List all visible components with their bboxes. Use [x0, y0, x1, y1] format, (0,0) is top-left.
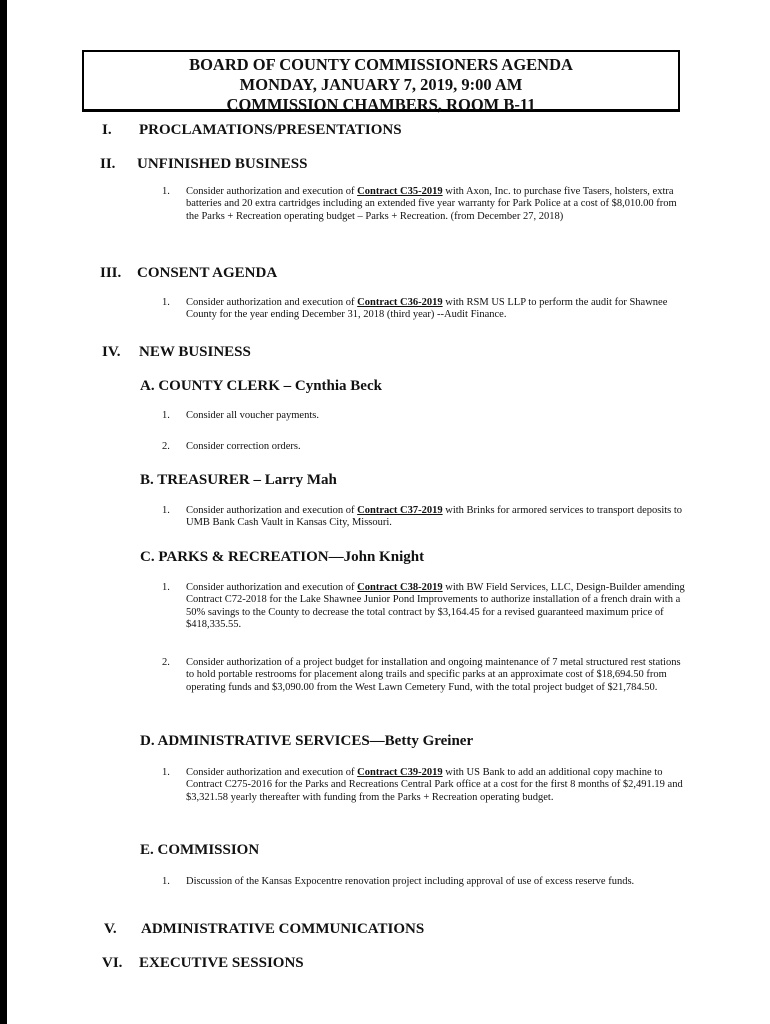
section-title: UNFINISHED BUSINESS [137, 156, 308, 172]
item-text: Consider authorization of a project budget for installation and ongoing maintenance of 7 metal structured rest stations to hold portable restrooms for placement along trails and specific parks at an approximate cost of $18,694.50 from operating funds and $3,090.00 from the West Lawn Cemetery Fund, with the total project budget of $21,784.50. [186, 657, 681, 693]
section-number: VI. [102, 955, 123, 971]
section-number: IV. [102, 344, 121, 360]
scan-edge-bar [0, 0, 7, 1024]
section-number: III. [100, 265, 122, 281]
item-number: 1. [162, 297, 170, 308]
item-text: Consider all voucher payments. [186, 410, 319, 421]
item-text: Consider correction orders. [186, 441, 301, 452]
section-title: EXECUTIVE SESSIONS [139, 955, 304, 971]
section-number: V. [104, 921, 117, 937]
agenda-title: BOARD OF COUNTY COMMISSIONERS AGENDA [189, 55, 573, 74]
item-text: Discussion of the Kansas Expocentre renovation project including approval of use of excess reserve funds. [186, 876, 635, 887]
subsection-parks-recreation: C. PARKS & RECREATION—John Knight [140, 549, 425, 565]
item-text: Consider authorization and execution of Contract C35-2019 with Axon, Inc. to purchase five Tasers, holsters, extra batteries and 20 extra cartridges including an extended five year warranty for Park Police at a cost of $8,010.00 from the Parks + Recreation operating budget – Parks + Recreation. (from December 27, 2018) [186, 186, 677, 222]
section-title: PROCLAMATIONS/PRESENTATIONS [139, 122, 402, 138]
section-title: NEW BUSINESS [139, 344, 251, 360]
item-text: Consider authorization and execution of Contract C36-2019 with RSM US LLP to perform the audit for Shawnee County for the year ending December 31, 2018 (third year) --Audit Finance. [186, 297, 668, 321]
item-number: 2. [162, 657, 170, 668]
contract-link: Contract C36-2019 [357, 297, 443, 308]
contract-link: Contract C35-2019 [357, 186, 443, 197]
item-text: Consider authorization and execution of Contract C39-2019 with US Bank to add an additional copy machine to Contract C275-2016 for the Parks and Recreations Central Park office at a cost for the first 8 months of $2,491.19 and $3,321.58 yearly thereafter with funding from the Parks + Recreation operating budget. [186, 767, 683, 803]
item-number: 1. [162, 876, 170, 887]
agenda-header-box [82, 50, 680, 112]
contract-link: Contract C39-2019 [357, 767, 443, 778]
meeting-location: COMMISSION CHAMBERS, ROOM B-11 [226, 95, 536, 114]
subsection-county-clerk: A. COUNTY CLERK – Cynthia Beck [140, 378, 382, 394]
subsection-commission: E. COMMISSION [140, 842, 260, 858]
meeting-date: MONDAY, JANUARY 7, 2019, 9:00 AM [239, 75, 523, 94]
item-number: 1. [162, 505, 170, 516]
item-number: 1. [162, 410, 170, 421]
section-number: II. [100, 156, 116, 172]
item-number: 2. [162, 441, 170, 452]
subsection-treasurer: B. TREASURER – Larry Mah [140, 472, 337, 488]
contract-link: Contract C38-2019 [357, 582, 443, 593]
section-title: ADMINISTRATIVE COMMUNICATIONS [141, 921, 425, 937]
item-number: 1. [162, 767, 170, 778]
item-number: 1. [162, 582, 170, 593]
item-text: Consider authorization and execution of Contract C38-2019 with BW Field Services, LLC, Design-Builder amending Contract C72-2018 for the Lake Shawnee Junior Pond Improvements to authorize installation of a french drain with a 50% savings to the County to decrease the total contract by $3,164.45 for a revised guaranteed maximum price of $418,335.55. [186, 582, 685, 631]
section-title: CONSENT AGENDA [137, 265, 278, 281]
subsection-administrative-services: D. ADMINISTRATIVE SERVICES—Betty Greiner [140, 733, 474, 749]
item-text: Consider authorization and execution of Contract C37-2019 with Brinks for armored services to transport deposits to UMB Bank Cash Vault in Kansas City, Missouri. [186, 505, 683, 529]
contract-link: Contract C37-2019 [357, 505, 443, 516]
section-number: I. [102, 122, 112, 138]
item-number: 1. [162, 186, 170, 197]
